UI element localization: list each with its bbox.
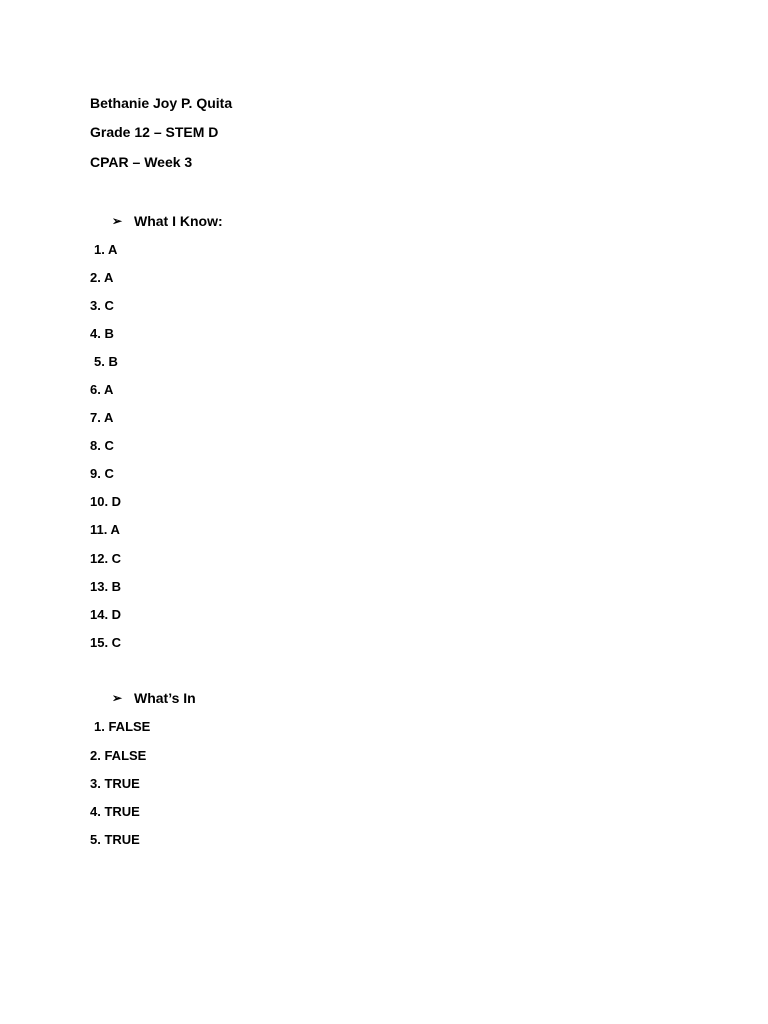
answer-item: 5. TRUE: [90, 832, 140, 847]
answer-item: 6. A: [90, 382, 114, 397]
answer-item: 3. C: [90, 298, 114, 313]
arrow-bullet-icon: ➢: [112, 691, 123, 705]
answer-item: 2. FALSE: [90, 748, 147, 763]
subject-week: CPAR – Week 3: [90, 154, 193, 170]
answer-item: 4. B: [90, 326, 114, 341]
answer-item: 11. A: [90, 522, 120, 537]
answer-item: 10. D: [90, 494, 122, 509]
answer-item: 9. C: [90, 466, 114, 481]
answer-item: 5. B: [94, 354, 118, 369]
answer-item: 8. C: [90, 438, 114, 453]
student-name: Bethanie Joy P. Quita: [90, 95, 233, 111]
answer-item: 4. TRUE: [90, 804, 140, 819]
answer-item: 14. D: [90, 607, 122, 622]
answer-item: 1. FALSE: [94, 719, 151, 734]
section-title: What’s In: [134, 690, 196, 706]
grade-section: Grade 12 – STEM D: [90, 124, 219, 140]
answer-item: 7. A: [90, 410, 114, 425]
answer-item: 2. A: [90, 270, 114, 285]
section-heading-whats-in: [112, 689, 196, 707]
answer-item: 15. C: [90, 635, 122, 650]
answer-item: 12. C: [90, 551, 122, 566]
answer-item: 1. A: [94, 242, 118, 257]
answer-item: 3. TRUE: [90, 776, 140, 791]
section-title: What I Know:: [134, 213, 223, 229]
section-heading-what-i-know: [112, 212, 223, 230]
answer-item: 13. B: [90, 579, 122, 594]
arrow-bullet-icon: ➢: [112, 214, 123, 228]
